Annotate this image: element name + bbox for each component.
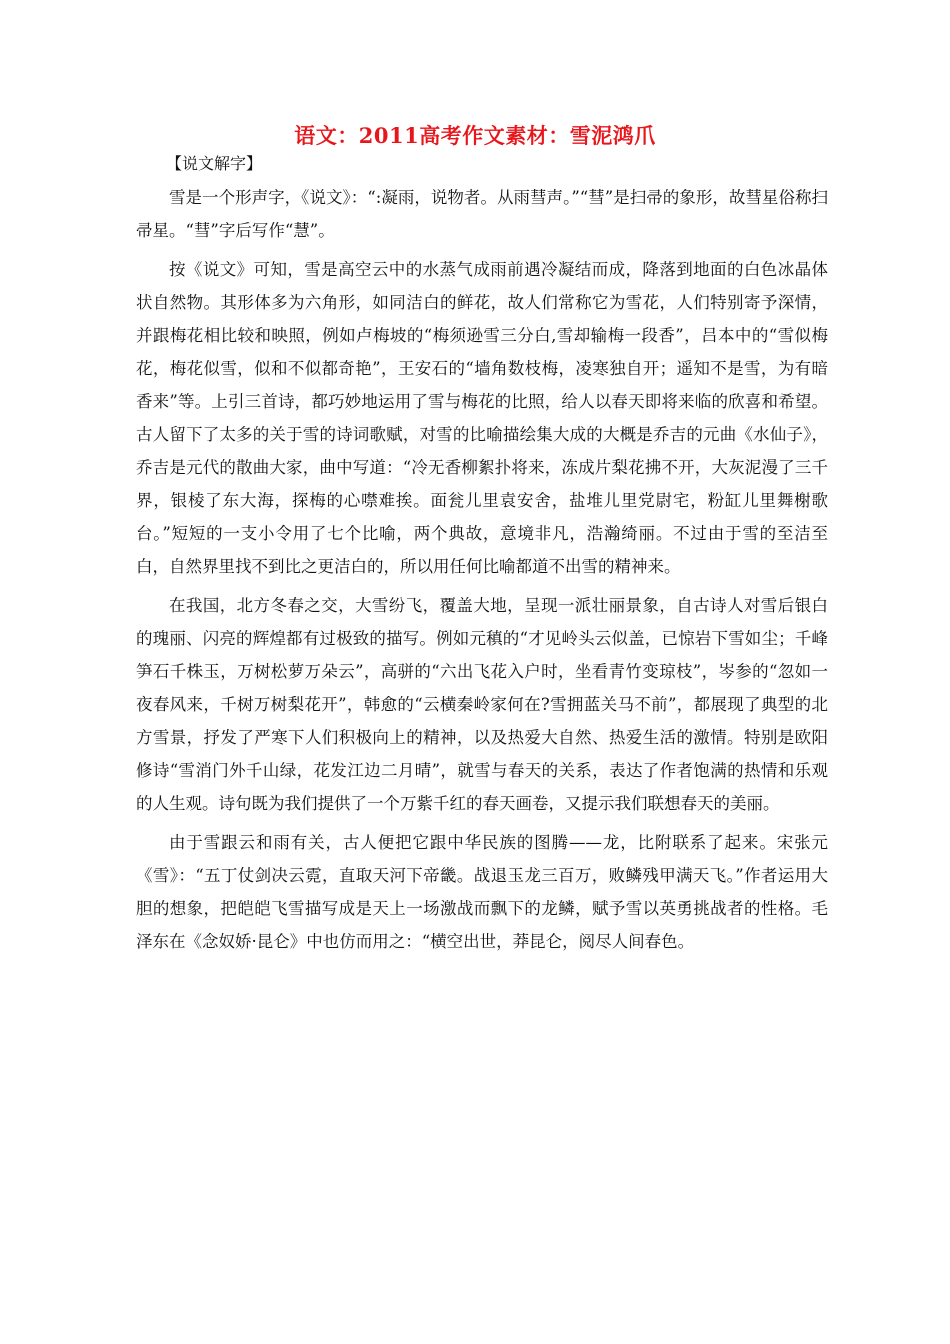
- paragraph: 按《说文》可知，雪是高空云中的水蒸气成雨前遇冷凝结而成，降落到地面的白色冰晶体状自然物。其形体多为六角形，如同洁白的鲜花，故人们常称它为雪花，人们特别寄予深情，并跟梅花相比较和映照，例如卢梅坡的“梅须逊雪三分白,雪却输梅一段香”，吕本中的“雪似梅花，梅花似雪，似和不似都奇艳”，王安石的“墙角数枝梅，凌寒独自开；遥知不是雪，为有暗香来”等。上引三首诗，都巧妙地运用了雪与梅花的比照，给人以春天即将来临的欣喜和希望。古人留下了太多的关于雪的诗词歌赋，对雪的比喻描绘集大成的大概是乔吉的元曲《水仙子》，乔吉是元代的散曲大家，曲中写道：“冷无香柳絮扑将来，冻成片梨花拂不开，大灰泥漫了三千界，银棱了东大海，探梅的心噤难挨。面瓮儿里袁安舍，盐堆儿里党尉宅，粉缸儿里舞榭歌台。”短短的一支小令用了七个比喻，两个典故，意境非凡，浩瀚绮丽。不过由于雪的至洁至白，自然界里找不到比之更洁白的，所以用任何比喻都道不出雪的精神来。: [136, 260, 828, 576]
- document-title: 语文：2011高考作文素材：雪泥鸿爪: [294, 123, 656, 148]
- section-heading: 【说文解字】: [166, 154, 263, 173]
- paragraph: 由于雪跟云和雨有关，古人便把它跟中华民族的图腾——龙，比附联系了起来。宋张元《雪》：“五丁仗剑决云霓，直取天河下帝畿。战退玉龙三百万，败鳞残甲满天飞。”作者运用大胆的想象，把皑皑飞雪描写成是天上一场激战而飘下的龙鳞，赋予雪以英勇挑战者的性格。毛泽东在《念奴娇·昆仑》中也仿而用之：“横空出世，莽昆仑，阅尽人间春色。: [136, 833, 828, 951]
- document-body: [136, 181, 828, 964]
- paragraph: 雪是一个形声字，《说文》：“:凝雨，说物者。从雨彗声。”“彗”是扫帚的象形，故彗星俗称扫帚星。“彗”字后写作“慧”。: [136, 188, 828, 240]
- paragraph: 在我国，北方冬春之交，大雪纷飞，覆盖大地，呈现一派壮丽景象，自古诗人对雪后银白的瑰丽、闪亮的辉煌都有过极致的描写。例如元稹的“才见岭头云似盖，已惊岩下雪如尘；千峰笋石千株玉，万树松萝万朵云”，高骈的“六出飞花入户时，坐看青竹变琼枝”，岑参的“忽如一夜春风来，千树万树梨花开”，韩愈的“云横秦岭家何在?雪拥蓝关马不前”，都展现了典型的北方雪景，抒发了严寒下人们积极向上的精神，以及热爱大自然、热爱生活的激情。特别是欧阳修诗“雪消门外千山绿，花发江边二月晴”，就雪与春天的关系，表达了作者饱满的热情和乐观的人生观。诗句既为我们提供了一个万紫千红的春天画卷，又提示我们联想春天的美丽。: [136, 596, 828, 813]
